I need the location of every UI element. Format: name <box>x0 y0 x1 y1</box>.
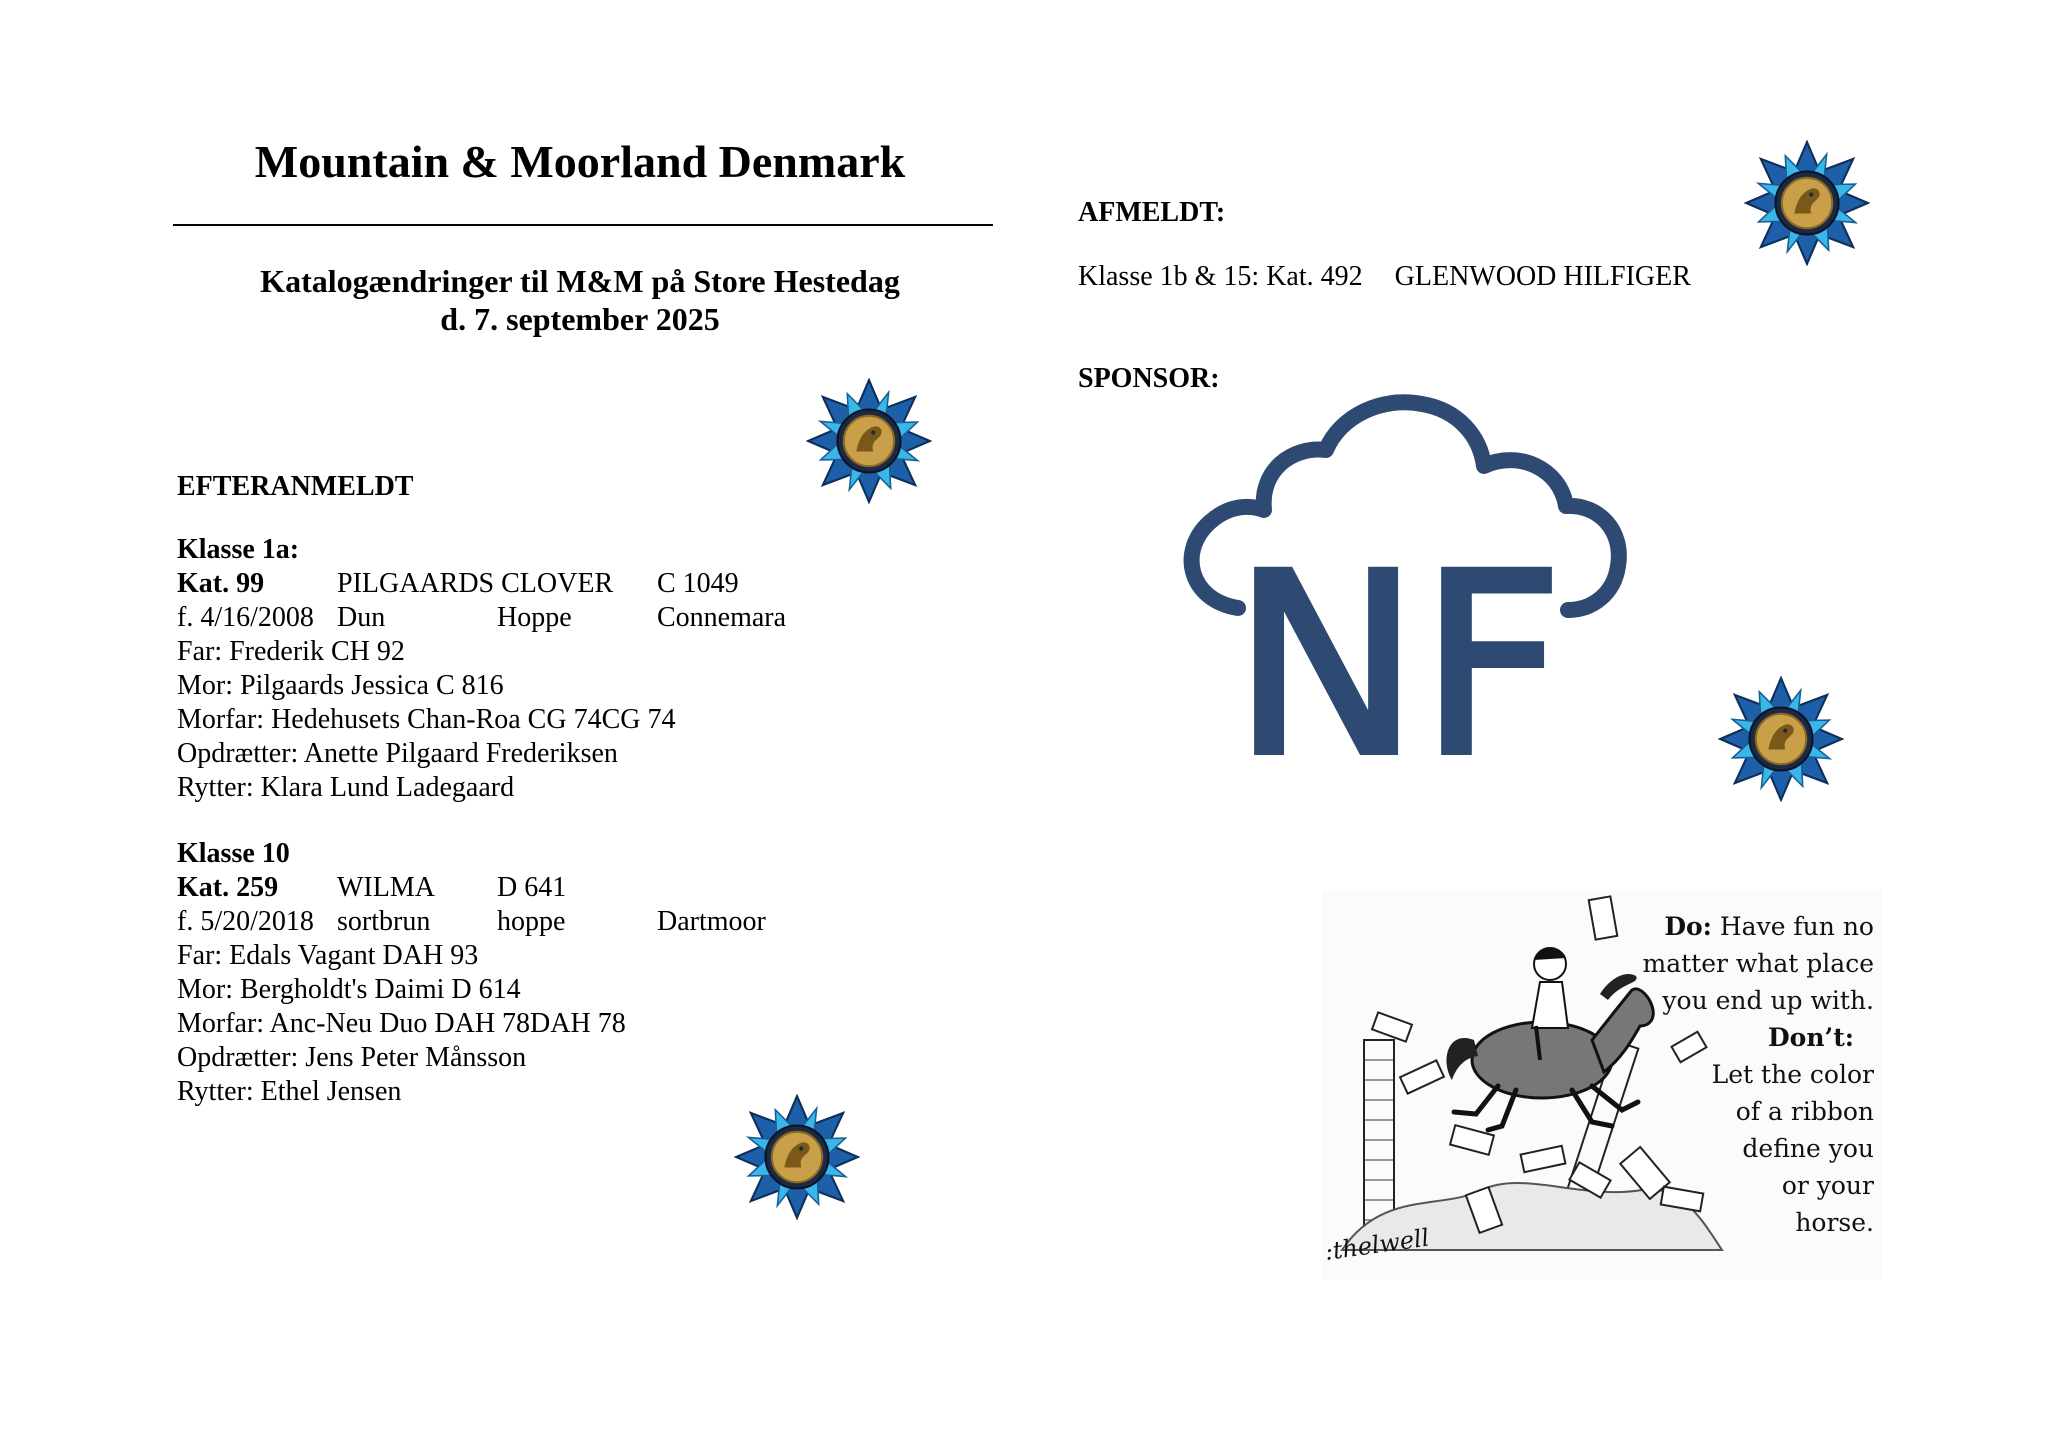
do-text-3: you end up with. <box>1662 986 1874 1015</box>
entry-block-1 <box>177 533 937 805</box>
entry-rider: Rytter: Ethel Jensen <box>177 1076 402 1107</box>
entry-horse-name: PILGAARDS CLOVER <box>337 568 614 599</box>
entry-breed: Dartmoor <box>657 906 766 937</box>
entry-kat: Kat. 99 <box>177 568 265 599</box>
afmeldt-heading: AFMELDT: <box>1078 197 1226 228</box>
do-label: Do: <box>1664 912 1712 941</box>
entry-breeder: Opdrætter: Anette Pilgaard Frederiksen <box>177 738 618 769</box>
dont-text-4: or your <box>1781 1171 1874 1200</box>
entry-color: Dun <box>337 602 386 633</box>
dont-label: Don’t: <box>1767 1023 1854 1052</box>
do-line <box>1643 908 1875 945</box>
entry-class: Klasse 10 <box>177 838 290 869</box>
entry-block-2 <box>177 837 937 1109</box>
title-divider <box>173 224 993 226</box>
document-subtitle <box>175 262 985 338</box>
do-text-1: Have fun no <box>1719 912 1874 941</box>
dont-text-5: horse. <box>1795 1208 1874 1237</box>
efteranmeldt-heading: EFTERANMELDT <box>177 471 414 502</box>
entry-sex: Hoppe <box>497 602 572 633</box>
afmeldt-class-kat: Klasse 1b & 15: Kat. 492 <box>1078 261 1363 292</box>
sponsor-logo-text: NF <box>1232 520 1564 770</box>
entry-far: Far: Frederik CH 92 <box>177 636 405 667</box>
subtitle-line-2: d. 7. september 2025 <box>440 301 720 337</box>
entry-sex: hoppe <box>497 906 566 937</box>
entry-mor: Mor: Pilgaards Jessica C 816 <box>177 670 504 701</box>
entry-horse-name: WILMA <box>337 872 435 903</box>
entry-morfar: Morfar: Hedehusets Chan-Roa CG 74CG 74 <box>177 704 676 735</box>
document-title: Mountain & Moorland Denmark <box>254 136 906 187</box>
cartoon-image <box>1322 890 1882 1280</box>
cartoon-caption <box>1643 908 1875 1241</box>
entry-far: Far: Edals Vagant DAH 93 <box>177 940 479 971</box>
entry-born: f. 4/16/2008 <box>177 602 314 633</box>
entry-info-row <box>177 601 937 635</box>
entry-morfar: Morfar: Anc-Neu Duo DAH 78DAH 78 <box>177 1008 626 1039</box>
entry-color: sortbrun <box>337 906 431 937</box>
entry-mor: Mor: Bergholdt's Daimi D 614 <box>177 974 521 1005</box>
rosette-icon <box>806 378 932 504</box>
cloud-icon <box>1168 390 1628 770</box>
dont-text-2: of a ribbon <box>1735 1097 1874 1126</box>
entry-class: Klasse 1a: <box>177 534 300 565</box>
entry-kat-row <box>177 567 937 601</box>
rosette-icon <box>1718 676 1844 802</box>
entry-kat-row <box>177 871 937 905</box>
subtitle-line-1: Katalogændringer til M&M på Store Hestedag <box>260 263 900 299</box>
entry-reg-number: C 1049 <box>657 568 739 599</box>
entry-info-row <box>177 905 937 939</box>
do-text-2: matter what place <box>1642 949 1874 978</box>
entry-reg-number: D 641 <box>497 872 567 903</box>
afmeldt-line <box>1078 260 1778 294</box>
rosette-icon <box>1744 140 1870 266</box>
dont-text-3: define you <box>1742 1134 1874 1163</box>
entry-breeder: Opdrætter: Jens Peter Månsson <box>177 1042 527 1073</box>
cartoon-signature: :thelwell <box>1322 1223 1431 1266</box>
sponsor-heading: SPONSOR: <box>1078 363 1220 394</box>
rosette-icon <box>734 1094 860 1220</box>
sponsor-logo <box>1168 390 1628 770</box>
entry-breed: Connemara <box>657 602 787 633</box>
dont-text-1: Let the color <box>1711 1060 1874 1089</box>
entry-born: f. 5/20/2018 <box>177 906 314 937</box>
entry-kat: Kat. 259 <box>177 872 279 903</box>
afmeldt-horse-name: GLENWOOD HILFIGER <box>1394 261 1691 292</box>
entry-rider: Rytter: Klara Lund Ladegaard <box>177 772 515 803</box>
